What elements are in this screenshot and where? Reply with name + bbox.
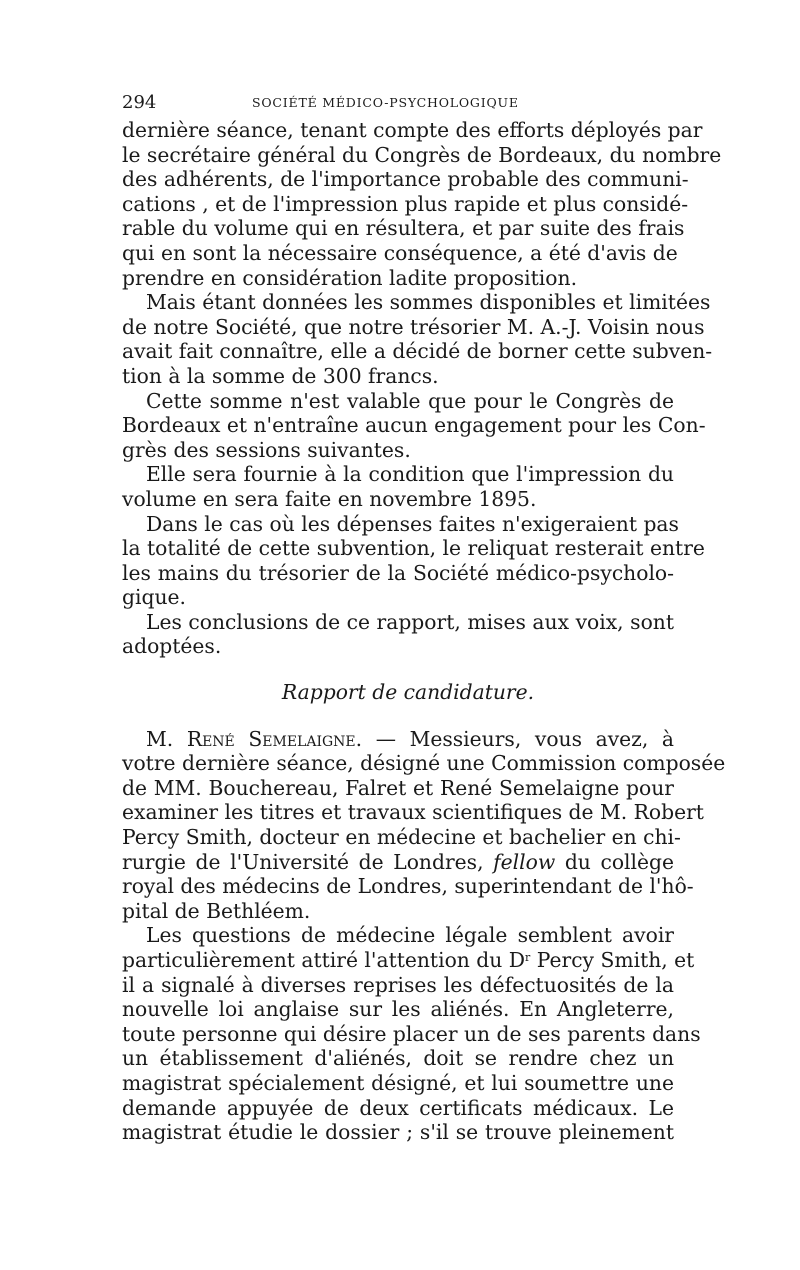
text-line: Mais étant données les sommes disponibles et limitées xyxy=(146,290,711,315)
text-line: votre dernière séance, désigné une Commission composée xyxy=(122,751,726,776)
text-span: rurgie de l'Université de Londres, xyxy=(122,849,494,874)
text-line: Percy Smith, docteur en médecine et bachelier en chi- xyxy=(122,825,681,850)
text-line: la totalité de cette subvention, le reliquat resterait entre xyxy=(122,536,705,561)
text-line: des adhérents, de l'importance probable des communi- xyxy=(122,167,689,192)
text-line: avait fait connaître, elle a décidé de borner cette subven- xyxy=(122,339,713,364)
text-line: cations , et de l'impression plus rapide et plus considé- xyxy=(122,191,689,216)
text-line: magistrat spécialement désigné, et lui soumettre une xyxy=(122,1070,674,1095)
text-line: Bordeaux et n'entraîne aucun engagement pour les Con- xyxy=(122,413,706,438)
text-line: de notre Société, que notre trésorier M. A.-J. Voisin nous xyxy=(122,314,705,339)
text-span: — Messieurs, vous avez, à xyxy=(362,726,674,751)
text-line: pital de Bethléem. xyxy=(122,898,311,923)
text-line: qui en sont la nécessaire conséquence, a été d'avis de xyxy=(122,240,678,265)
text-line: de MM. Bouchereau, Falret et René Semelaigne pour xyxy=(122,775,674,800)
running-head xyxy=(122,92,674,118)
text-line xyxy=(122,948,695,973)
text-line: adoptées. xyxy=(122,634,222,659)
text-line: prendre en considération ladite proposition. xyxy=(122,265,578,290)
italic-term: fellow xyxy=(493,849,556,874)
text-line: demande appuyée de deux certificats médicaux. Le xyxy=(122,1095,674,1120)
report-continuation xyxy=(122,118,722,659)
text-line: examiner les titres et travaux scientifiques de M. Robert xyxy=(122,800,704,825)
text-line: un établissement d'aliénés, doit se rendre chez un xyxy=(122,1046,674,1071)
running-title: SOCIÉTÉ MÉDICO-PSYCHOLOGIQUE xyxy=(252,95,519,110)
text-line: royal des médecins de Londres, superintendant de l'hô- xyxy=(122,874,694,899)
text-line: grès des sessions suivantes. xyxy=(122,437,411,462)
text-line: Cette somme n'est valable que pour le Congrès de xyxy=(146,388,674,413)
text-line: toute personne qui désire placer un de ses parents dans xyxy=(122,1021,701,1046)
text-line: volume en sera faite en novembre 1895. xyxy=(122,486,537,511)
page-number: 294 xyxy=(122,92,157,113)
text-line: magistrat étudie le dossier ; s'il se trouve pleinement xyxy=(122,1120,674,1145)
text-span: du collège xyxy=(555,849,675,874)
text-line: rable du volume qui en résultera, et par suite des frais xyxy=(122,216,685,241)
text-span: particulièrement attiré l'attention du D xyxy=(122,948,526,972)
text-span: Percy Smith, et xyxy=(530,948,695,972)
section-heading: Rapport de candidature. xyxy=(281,680,535,705)
book-page xyxy=(122,92,726,1145)
text-line: le secrétaire général du Congrès de Bordeaux, du nombre xyxy=(122,142,722,167)
text-line: gique. xyxy=(122,585,186,610)
text-line xyxy=(122,727,674,752)
text-line: tion à la somme de 300 francs. xyxy=(122,363,439,388)
text-line: Dans le cas où les dépenses faites n'exigeraient pas xyxy=(146,511,679,536)
text-line xyxy=(122,850,674,875)
text-line: les mains du trésorier de la Société médico-psycholo- xyxy=(122,560,674,585)
text-line: Elle sera fournie à la condition que l'impression du xyxy=(146,462,674,487)
text-line: nouvelle loi anglaise sur les aliénés. En Angleterre, xyxy=(122,997,674,1022)
text-line: Les conclusions de ce rapport, mises aux voix, sont xyxy=(146,609,674,634)
speaker-name: M. René Semelaigne. xyxy=(146,726,363,751)
candidature-report xyxy=(122,726,726,1145)
text-line: dernière séance, tenant compte des efforts déployés par xyxy=(122,118,703,142)
superscript: r xyxy=(525,951,531,964)
text-line: il a signalé à diverses reprises les défectuosités de la xyxy=(122,972,674,997)
text-line: Les questions de médecine légale semblent avoir xyxy=(146,923,674,948)
